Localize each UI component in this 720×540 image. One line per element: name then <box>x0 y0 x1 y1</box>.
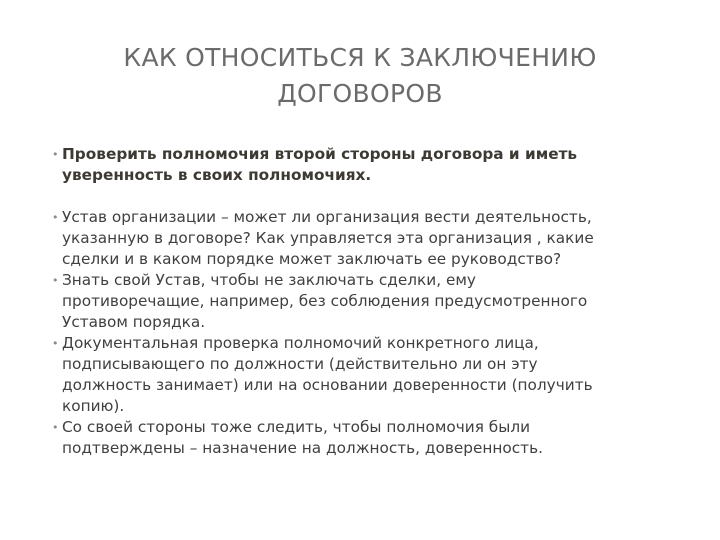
bullet-line: указанную в договоре? Как управляется эта организация , какие <box>62 229 594 247</box>
bullet-line: Знать свой Устав, чтобы не заключать сделки, ему <box>62 271 476 289</box>
bullet-icon: • <box>52 148 59 161</box>
bullet-line: противоречащие, например, без соблюдения предусмотренного <box>62 292 588 310</box>
bullet-line: Уставом порядка. <box>62 313 206 331</box>
title-line: КАК ОТНОСИТЬСЯ К ЗАКЛЮЧЕНИЮ <box>123 43 597 72</box>
bullet-line: должность занимает) или на основании доверенности (получить <box>62 376 593 394</box>
bullet-icon: • <box>52 274 59 287</box>
bullet-line: уверенность в своих полномочиях. <box>62 166 372 184</box>
bullet-line: копию). <box>62 397 125 415</box>
bullet-line: сделки и в каком порядке может заключать ее руководство? <box>62 250 562 268</box>
bullet-line: Проверить полномочия второй стороны договора и иметь <box>62 145 578 163</box>
bullet-line: Документальная проверка полномочий конкретного лица, <box>62 334 539 352</box>
bullet-line: подписывающего по должности (действительно ли он эту <box>62 355 538 373</box>
bullet-icon: • <box>52 421 59 434</box>
bullet-line: Устав организации – может ли организация вести деятельность, <box>62 208 592 226</box>
bullet-line: подтверждены – назначение на должность, доверенность. <box>62 439 543 457</box>
bullet-item <box>52 417 692 459</box>
bullet-line: Со своей стороны тоже следить, чтобы полномочия были <box>62 418 531 436</box>
bullet-item <box>52 333 692 417</box>
bullet-item <box>52 207 692 270</box>
bullet-icon: • <box>52 337 59 350</box>
title-line: ДОГОВОРОВ <box>277 79 443 108</box>
bullet-text <box>62 144 692 186</box>
bullet-item <box>52 144 692 186</box>
bullet-text <box>62 270 692 333</box>
bullet-list <box>52 144 692 459</box>
bullet-text <box>62 207 692 270</box>
slide-title <box>40 40 680 112</box>
bullet-text <box>62 417 692 459</box>
bullet-item <box>52 270 692 333</box>
bullet-text <box>62 333 692 417</box>
bullet-icon: • <box>52 211 59 224</box>
